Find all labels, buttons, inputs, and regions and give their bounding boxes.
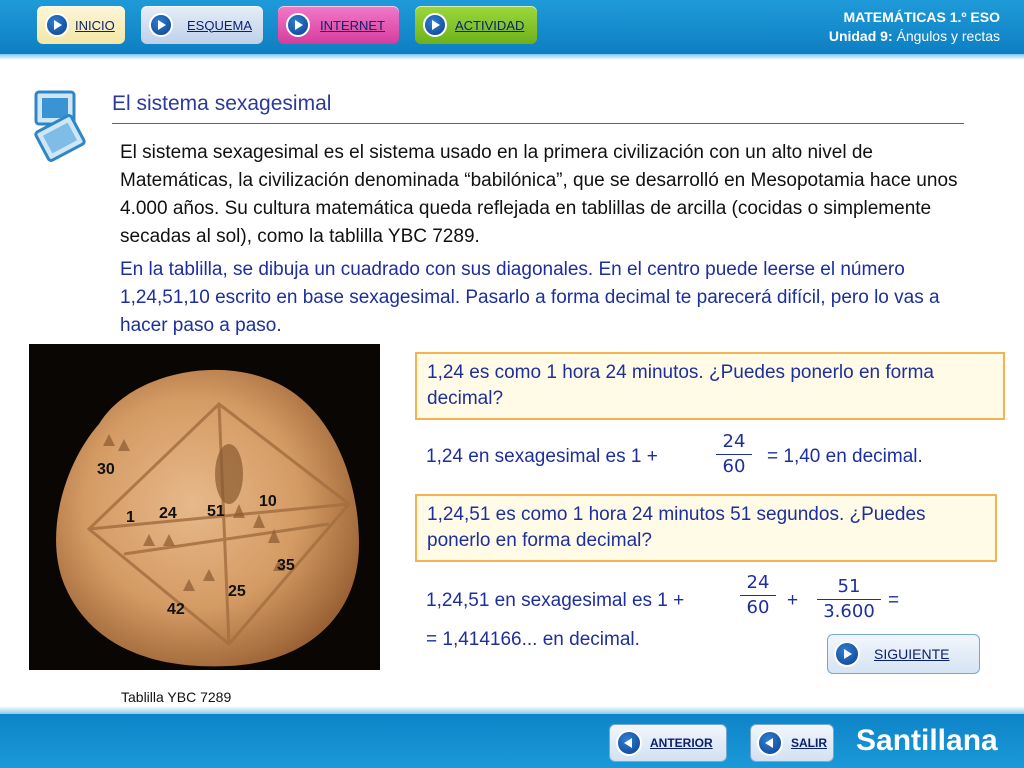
- bottom-bar-shine: [0, 706, 1024, 714]
- tablet-label-42: 42: [167, 601, 185, 618]
- siguiente-button[interactable]: [827, 634, 980, 674]
- question-box-2: [415, 494, 997, 562]
- back-arrow-icon: [616, 730, 642, 756]
- answer-1-prefix: 1,24 en sexagesimal es 1 +: [426, 446, 658, 467]
- tablet-label-35: 35: [277, 557, 295, 574]
- top-bar-shine: [0, 54, 1024, 60]
- tablet-label-30: 30: [97, 461, 115, 478]
- question-1-text: 1,24 es como 1 hora 24 minutos. ¿Puedes ponerlo en forma decimal?: [427, 362, 934, 409]
- salir-button[interactable]: [750, 724, 834, 762]
- tablet-ybc7289-image: [29, 344, 380, 670]
- esquema-label: ESQUEMA: [187, 17, 253, 33]
- section-icon: [30, 88, 86, 167]
- esquema-button[interactable]: [141, 6, 263, 44]
- equals-sign: =: [888, 590, 900, 611]
- question-box-1: [415, 352, 1005, 420]
- unit-label: Unidad 9:: [828, 28, 893, 44]
- intro-paragraph: El sistema sexagesimal es el sistema usado en la primera civilización con un alto nivel de Matemáticas, la civilización denominada “babilónica”, que se desarrolló en Mesopotamia hace unos 4.000 años. Su cultura matemática queda reflejada en tablillas de arcilla (cocidas o simplemente secadas al sol), como la tablilla YBC 7289.: [120, 142, 958, 247]
- anterior-button[interactable]: [609, 724, 727, 762]
- fraction-24-60: [738, 572, 778, 619]
- instruction-paragraph: En la tablilla, se dibuja un cuadrado con sus diagonales. En el centro puede leerse el número 1,24,51,10 escrito en base sexagesimal. Pasarlo a forma decimal te parecerá difícil, pero lo vas a hacer paso a paso.: [120, 259, 940, 336]
- section-title: El sistema sexagesimal: [112, 92, 332, 115]
- salir-label: SALIR: [791, 736, 827, 750]
- play-icon: [149, 13, 173, 37]
- fraction-denominator: 60: [746, 597, 770, 618]
- internet-button[interactable]: [278, 6, 399, 44]
- tablet-label-51: 51: [207, 503, 225, 520]
- unit-name: Ángulos y rectas: [892, 28, 1000, 44]
- image-caption: Tablilla YBC 7289: [121, 689, 232, 705]
- santillana-logo: Santillana: [856, 724, 998, 757]
- question-2-text: 1,24,51 es como 1 hora 24 minutos 51 segundos. ¿Puedes ponerlo en forma decimal?: [427, 504, 926, 551]
- answer-2-result: = 1,414166... en decimal.: [426, 629, 640, 650]
- unit-line: [829, 27, 1000, 46]
- tablet-label-1: 1: [126, 509, 135, 526]
- fraction-denominator: 3.600: [823, 601, 875, 622]
- actividad-button[interactable]: [415, 6, 537, 44]
- plus-sign: +: [787, 590, 799, 611]
- anterior-label: ANTERIOR: [650, 736, 713, 750]
- internet-label: INTERNET: [320, 17, 385, 33]
- fraction-denominator: 60: [722, 456, 746, 477]
- fraction-numerator: 24: [722, 431, 746, 452]
- tablet-label-25: 25: [228, 583, 246, 600]
- fraction-numerator: 51: [837, 576, 861, 597]
- course-title: [829, 8, 1000, 46]
- fraction-24-60: [714, 431, 754, 478]
- fraction-bar: [716, 454, 752, 455]
- fraction-51-3600: [815, 576, 883, 623]
- inicio-label: INICIO: [75, 17, 115, 33]
- answer-1-suffix: = 1,40 en decimal.: [767, 446, 923, 467]
- inicio-button[interactable]: [37, 6, 125, 44]
- tablet-label-24: 24: [159, 505, 177, 522]
- section-divider: [112, 123, 964, 124]
- play-icon: [45, 13, 69, 37]
- back-arrow-icon: [757, 730, 783, 756]
- actividad-label: ACTIVIDAD: [455, 17, 525, 33]
- answer-2-prefix: 1,24,51 en sexagesimal es 1 +: [426, 590, 685, 611]
- play-icon: [423, 13, 447, 37]
- tablet-label-10: 10: [259, 493, 277, 510]
- fraction-bar: [817, 599, 881, 600]
- fraction-numerator: 24: [746, 572, 770, 593]
- play-icon: [286, 13, 310, 37]
- course-name: MATEMÁTICAS 1.º ESO: [843, 9, 1000, 25]
- siguiente-label: SIGUIENTE: [874, 646, 950, 662]
- fraction-bar: [740, 595, 776, 596]
- play-icon: [834, 641, 860, 667]
